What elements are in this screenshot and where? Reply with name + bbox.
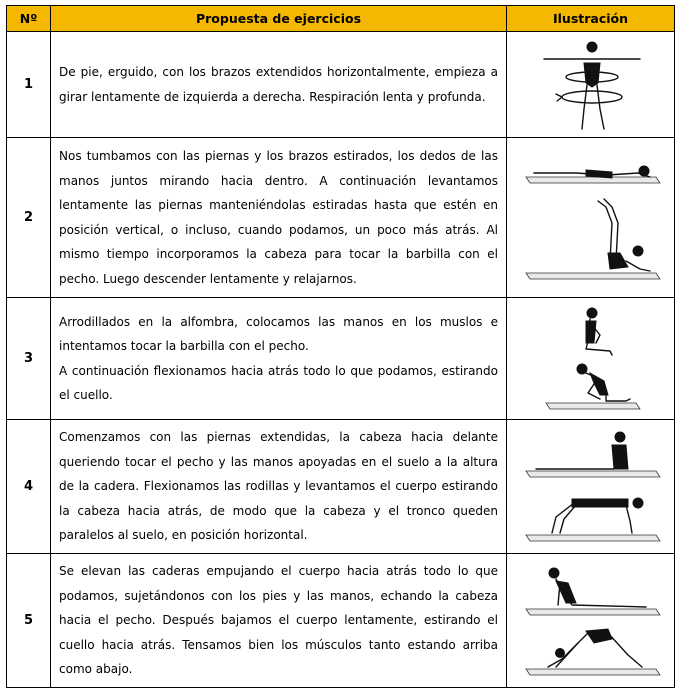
header-proposal: Propuesta de ejercicios [51,6,507,32]
row-number: 2 [7,138,51,298]
row-description [51,298,507,420]
reverse-table-illustration [516,425,666,549]
row-description: De pie, erguido, con los brazos extendidos horizontalmente, empieza a girar lentamente de izquierda a derecha. Respiración lenta y profunda. [51,32,507,138]
row-number: 1 [7,32,51,138]
illustration-cell [507,420,675,554]
table-header-row [7,6,675,32]
exercise-table [6,5,675,688]
row-number: 4 [7,420,51,554]
table-row [7,32,675,138]
row-description: Comenzamos con las piernas extendidas, la cabeza hacia delante queriendo tocar el pecho y las manos apoyadas en el suelo a la altura de la cadera. Flexionamos las rodillas y levantamos el cuerpo estirando la cabeza hacia atrás, de modo que la cabeza y el tronco queden paralelos al suelo, en posición horizontal. [51,420,507,554]
row-number: 3 [7,298,51,420]
row-description: Nos tumbamos con las piernas y los brazos estirados, los dedos de las manos juntos mirando hacia dentro. A continuación levantamos lentamente las piernas manteniéndolas estiradas hasta que estén en posición vertical, o incluso, cuando podamos, un poco más atrás. Al mismo tiempo incorporamos la cabeza para tocar la barbilla con el pecho. Luego descender lentamente y relajarnos. [51,138,507,298]
standing-twist-illustration [526,37,656,133]
header-illustration: Ilustración [507,6,675,32]
leg-raise-illustration [516,143,666,293]
illustration-cell [507,138,675,298]
header-num: Nº [7,6,51,32]
cobra-downdog-illustration [516,559,666,683]
row-description-part-1: Arrodillados en la alfombra, colocamos las manos en los muslos e intentamos tocar la barbilla con el pecho. [59,314,498,353]
table-row [7,298,675,420]
table-row [7,138,675,298]
kneeling-backbend-illustration [526,303,656,415]
row-description: Se elevan las caderas empujando el cuerpo hacia atrás todo lo que podamos, sujetándonos con los pies y las manos, echando la cabeza hacia el pecho. Después bajamos el cuerpo lentamente, estirando el cuello hacia atrás. Tensamos bien los músculos tanto estando arriba como abajo. [51,554,507,688]
row-description-part-2: A continuación flexionamos hacia atrás todo lo que podamos, estirando el cuello. [59,363,498,402]
table-row [7,420,675,554]
illustration-cell [507,554,675,688]
table-row [7,554,675,688]
illustration-cell [507,32,675,138]
illustration-cell [507,298,675,420]
row-number: 5 [7,554,51,688]
